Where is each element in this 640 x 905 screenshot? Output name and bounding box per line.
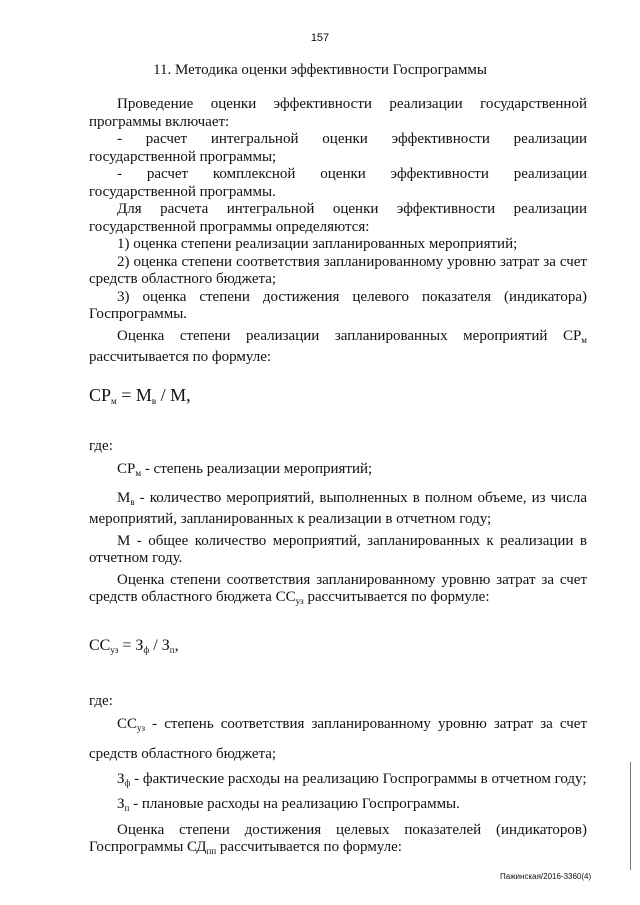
definition: М - общее количество мероприятий, запланированных к реализации в отчетном году. bbox=[89, 532, 587, 566]
formula-term: , bbox=[174, 636, 179, 654]
text: рассчитывается по формуле: bbox=[303, 589, 490, 605]
definition bbox=[89, 490, 587, 529]
symbol: СС bbox=[117, 715, 138, 732]
symbol: З bbox=[117, 796, 125, 812]
definition bbox=[89, 456, 587, 486]
subscript: ф bbox=[124, 777, 131, 788]
document-body bbox=[89, 96, 587, 861]
symbol: СР bbox=[117, 460, 136, 477]
definition bbox=[89, 771, 587, 793]
formula-term: / М, bbox=[156, 384, 191, 405]
text: рассчитывается по формуле: bbox=[89, 349, 272, 365]
subscript: ф bbox=[143, 644, 150, 655]
definition-text: - степень соответствия запланированному уровню затрат за счет средств областного бюджета; bbox=[89, 715, 587, 762]
subscript: уз bbox=[295, 596, 304, 606]
subscript: уз bbox=[110, 644, 119, 655]
definition-text: - степень реализации мероприятий; bbox=[141, 460, 373, 477]
symbol: З bbox=[117, 770, 125, 787]
subscript: м bbox=[111, 395, 117, 406]
subscript: в bbox=[130, 496, 135, 507]
formula bbox=[89, 384, 587, 411]
definition-text: - плановые расходы на реализацию Госпрограммы. bbox=[129, 796, 460, 812]
formula-term: СС bbox=[89, 636, 111, 654]
formula-term: = М bbox=[116, 384, 152, 405]
formula-term: СР bbox=[89, 384, 112, 405]
section-title: 11. Методика оценки эффективности Госпрограммы bbox=[153, 62, 487, 78]
definition bbox=[89, 711, 587, 767]
subscript: в bbox=[151, 395, 157, 406]
paragraph bbox=[89, 328, 587, 367]
subscript: п bbox=[124, 803, 130, 813]
subscript: м bbox=[581, 334, 587, 345]
formula-term: / З bbox=[149, 636, 170, 654]
text: Оценка степени достижения целевых показателей (индикаторов) Госпрограммы СД bbox=[89, 821, 587, 855]
list-item: 3) оценка степени достижения целевого показателя (индикатора) Госпрограммы. bbox=[89, 288, 587, 322]
scan-edge-line bbox=[630, 762, 631, 870]
paragraph bbox=[89, 572, 587, 611]
paragraph bbox=[89, 822, 587, 861]
where-label: где: bbox=[89, 438, 113, 454]
definition-text: - фактические расходы на реализацию Госпрограммы в отчетном году; bbox=[130, 770, 587, 787]
definition bbox=[89, 796, 587, 818]
list-item: - расчет интегральной оценки эффективности реализации государственной программы; bbox=[89, 131, 587, 165]
list-item: - расчет комплексной оценки эффективности реализации государственной программы. bbox=[89, 166, 587, 200]
page-number: 157 bbox=[310, 32, 330, 44]
subscript: уз bbox=[137, 722, 146, 733]
symbol: М bbox=[117, 489, 131, 506]
list-item: 1) оценка степени реализации запланированных мероприятий; bbox=[117, 236, 518, 252]
formula bbox=[89, 637, 587, 660]
definition-text: - количество мероприятий, выполненных в полном объеме, из числа мероприятий, запланированных к реализации в отчетном году; bbox=[89, 489, 587, 527]
text: Оценка степени реализации запланированных мероприятий СР bbox=[117, 327, 582, 344]
where-label: где: bbox=[89, 693, 113, 709]
footer-stamp: Пажинская/2016-3360(4) bbox=[500, 872, 592, 881]
subscript: м bbox=[135, 467, 142, 478]
subscript: п bbox=[169, 644, 175, 655]
formula-term: = З bbox=[118, 636, 144, 654]
text: рассчитывается по формуле: bbox=[216, 839, 402, 855]
paragraph: Проведение оценки эффективности реализации государственной программы включает: bbox=[89, 96, 587, 130]
subscript: пп bbox=[206, 846, 217, 856]
paragraph: Для расчета интегральной оценки эффективности реализации государственной программы определяются: bbox=[89, 201, 587, 235]
text: Оценка степени соответствия запланированному уровню затрат за счет средств областного бюджета СС bbox=[89, 571, 587, 605]
list-item: 2) оценка степени соответствия запланированному уровню затрат за счет средств областного бюджета; bbox=[89, 253, 587, 287]
